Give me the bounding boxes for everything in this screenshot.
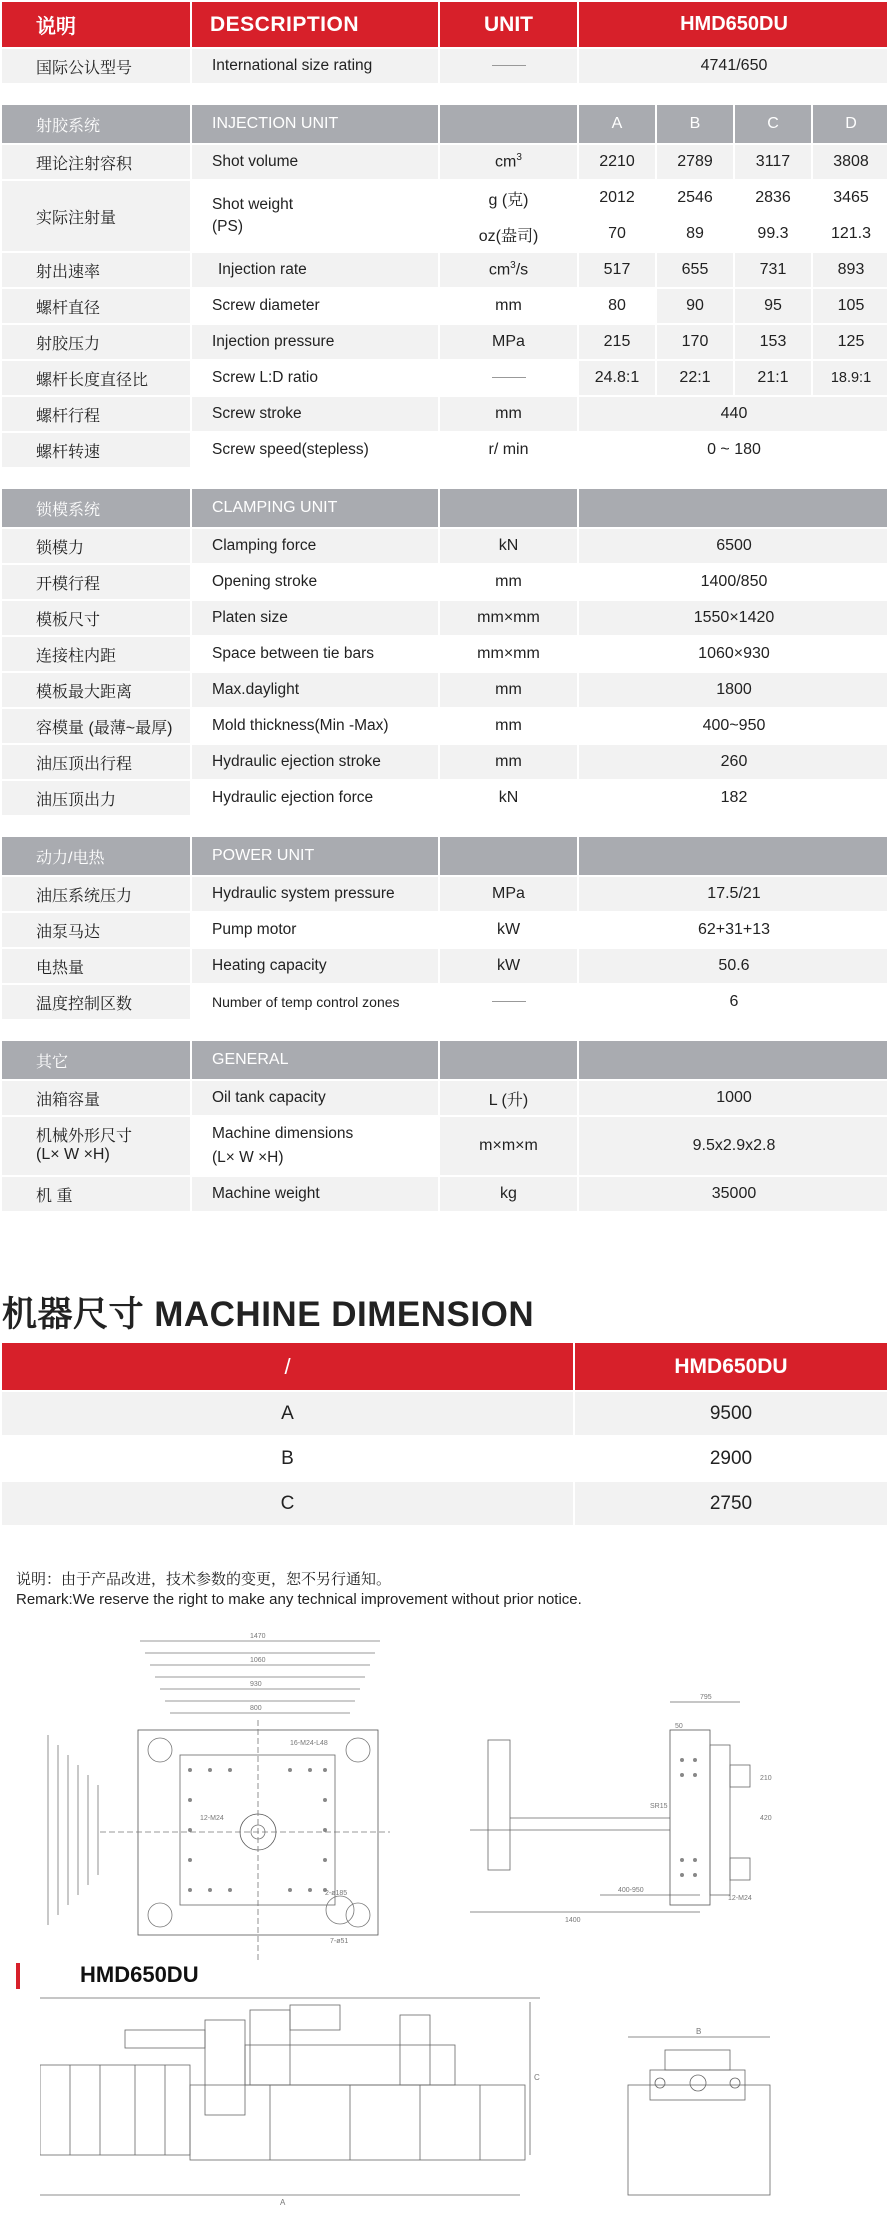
unit-base: cm [488,261,511,279]
end-frame [628,2085,770,2195]
dimension-value: 9500 [575,1392,887,1435]
side-drawing [470,1690,830,1925]
dimension-lines [48,1641,380,1925]
value-a: 215 [579,325,655,359]
label-1400: 1400 [565,1917,581,1924]
row-unit: mm×mm [440,601,577,635]
end-nozzle [690,2075,706,2091]
ejector-circle [326,1896,354,1924]
value-c: 3117 [735,145,811,179]
spec-row [2,781,887,815]
oil-tank-row [2,1081,887,1115]
row-en: Platen size [192,601,438,635]
row-en: Opening stroke [192,565,438,599]
value-c: 99.3 [735,217,811,251]
label-c: C [534,2073,540,2082]
spec-row [2,949,887,983]
row-value: 17.5/21 [579,877,887,911]
label-1470: 1470 [250,1633,266,1640]
row-cn [2,1117,190,1175]
size-rating-row [2,49,887,83]
section-cn: 射胶系统 [2,105,190,143]
spec-row [2,601,887,635]
label-930: 930 [250,1681,262,1688]
row-cn: 连接柱内距 [2,637,190,671]
shot-weight-g-row [2,181,887,215]
value-d: 3808 [813,145,887,179]
row-unit [440,49,577,83]
en-line2: (L× W ×H) [212,1149,284,1166]
tie-bar-hole [346,1738,370,1762]
row-value: 400~950 [579,709,887,743]
value-d: 893 [813,253,887,287]
spec-row [2,913,887,947]
row-cn: 理论注射容积 [2,145,190,179]
row-en [192,1117,438,1175]
clamp-base [190,2085,525,2160]
row-en: Injection rate [192,253,438,287]
row-unit: mm [440,289,577,323]
label-800: 800 [250,1705,262,1712]
row-value: 4741/650 [579,49,887,83]
spec-row [2,565,887,599]
row-value: 6500 [579,529,887,563]
dimension-header-row [2,1343,887,1390]
machine-side-drawing [40,1990,550,2210]
row-cn: 螺杆直径 [2,289,190,323]
en-line2: (PS) [212,218,243,235]
value-a: 517 [579,253,655,287]
row-cn: 实际注射量 [2,181,190,251]
moving-platen [250,2010,290,2085]
value-a: 70 [579,217,655,251]
machine-dimensions-row [2,1117,887,1175]
value-b: 655 [657,253,733,287]
row-cn: 模板最大距离 [2,673,190,707]
col-a: A [579,105,655,143]
dimension-value: 2900 [575,1437,887,1480]
row-cn: 油压系统压力 [2,877,190,911]
row-value: 1550×1420 [579,601,887,635]
label-210: 210 [760,1775,772,1782]
value-d: 3465 [813,181,887,215]
col-b: B [657,105,733,143]
label-ejector: 7-ø51 [330,1938,349,1945]
end-dim-labels [696,2027,701,2036]
dimension-header-left: / [2,1343,573,1390]
machine-end-drawing [620,2025,780,2205]
value-c: 95 [735,289,811,323]
section-cn: 其它 [2,1041,190,1079]
row-en: Shot volume [192,145,438,179]
value-c: 2836 [735,181,811,215]
row-unit: g (克) [440,181,577,215]
row-unit: oz(盎司) [440,217,577,251]
row-en: Space between tie bars [192,637,438,671]
header-description: DESCRIPTION [192,2,438,47]
spec-row [2,529,887,563]
value-c: 731 [735,253,811,287]
dimension-row-b [2,1437,887,1480]
row-value: 35000 [579,1177,887,1211]
row-cn: 螺杆行程 [2,397,190,431]
row-en: Number of temp control zones [192,985,438,1019]
label-bolt-pattern: 16-M24-L48 [290,1740,328,1747]
value-b: 2546 [657,181,733,215]
value-b: 90 [657,289,733,323]
value-b: 170 [657,325,733,359]
label-sr15: SR15 [650,1803,668,1810]
row-value: 9.5x2.9x2.8 [579,1117,887,1175]
row-unit: MPa [440,877,577,911]
unit-sup: 3 [516,152,522,164]
remark-en: Remark:We reserve the right to make any technical improvement without prior notice. [16,1591,582,1608]
side-block [730,1858,750,1880]
en-line1: Shot weight [212,196,293,213]
row-unit: m×m×m [440,1117,577,1175]
row-en: Screw diameter [192,289,438,323]
section-general [2,1041,887,1079]
unit-base: cm [495,153,517,171]
label-a: A [280,2198,286,2207]
row-unit: kN [440,529,577,563]
row-en: Hydraulic ejection force [192,781,438,815]
tie-bar-space [180,1755,335,1905]
machine-base [40,2065,190,2155]
row-en: Injection pressure [192,325,438,359]
row-unit [440,145,577,179]
row-unit: mm [440,673,577,707]
value-b: 22:1 [657,361,733,395]
model-accent-bar [16,1963,20,1989]
dimension-label: A [2,1392,573,1435]
row-unit: MPa [440,325,577,359]
row-en: Screw L:D ratio [192,361,438,395]
row-cn: 油泵马达 [2,913,190,947]
row-en: Machine weight [192,1177,438,1211]
row-unit: kW [440,913,577,947]
section-en: GENERAL [192,1041,438,1079]
section-en: CLAMPING UNIT [192,489,438,527]
dimension-row-c [2,1482,887,1525]
shot-volume-row [2,145,887,179]
row-cn: 油箱容量 [2,1081,190,1115]
value-d: 105 [813,289,887,323]
row-value: 1000 [579,1081,887,1115]
machine-dimension-table [0,1341,887,1527]
section-injection [2,105,887,143]
value-a: 24.8:1 [579,361,655,395]
spec-header-row [2,2,887,47]
row-cn: 锁模力 [2,529,190,563]
row-en: International size rating [192,49,438,83]
section-cn: 锁模系统 [2,489,190,527]
spec-row [2,985,887,1019]
model-title: HMD650DU [80,1962,199,1987]
value-a: 2210 [579,145,655,179]
label-420: 420 [760,1815,772,1822]
dimension-row-a [2,1392,887,1435]
row-cn: 油压顶出力 [2,781,190,815]
header-model: HMD650DU [579,2,887,47]
cn-line1: 机械外形尺寸 [36,1128,133,1145]
end-top [665,2050,730,2070]
value-b: 2789 [657,145,733,179]
row-cn: 螺杆转速 [2,433,190,467]
screw-stroke-row [2,397,887,431]
row-unit [440,985,577,1019]
row-en: Screw stroke [192,397,438,431]
tie-bar-hole [148,1738,172,1762]
cn-line2: (L× W ×H) [36,1146,110,1163]
col-c: C [735,105,811,143]
row-en: Screw speed(stepless) [192,433,438,467]
side-plate [710,1745,730,1895]
row-en: Heating capacity [192,949,438,983]
row-unit: kW [440,949,577,983]
label-400-950: 400-950 [618,1887,644,1894]
row-value: 0 ~ 180 [579,433,887,467]
section-cn: 动力/电热 [2,837,190,875]
section-power [2,837,887,875]
unit-tail: /s [515,261,529,279]
spec-row [2,673,887,707]
dimension-header-model: HMD650DU [575,1343,887,1390]
bolt-holes [188,1768,327,1892]
row-cn: 射出速率 [2,253,190,287]
row-unit: r/ min [440,433,577,467]
row-unit: mm [440,397,577,431]
row-value: 1800 [579,673,887,707]
label-b: B [696,2027,702,2036]
row-cn: 机 重 [2,1177,190,1211]
row-value: 62+31+13 [579,913,887,947]
value-a: 2012 [579,181,655,215]
unit-sup: 3 [510,260,516,272]
row-unit [440,253,577,287]
side-platen [670,1730,710,1905]
value-b: 89 [657,217,733,251]
side-bolt-holes [680,1758,697,1877]
screw-speed-row [2,433,887,467]
header-unit: UNIT [440,2,577,47]
row-en: Hydraulic ejection stroke [192,745,438,779]
fixed-platen [400,2015,430,2085]
row-cn: 油压顶出行程 [2,745,190,779]
row-en: Mold thickness(Min -Max) [192,709,438,743]
spec-row [2,745,887,779]
injection-barrel [125,2030,205,2048]
row-cn: 螺杆长度直径比 [2,361,190,395]
power-rows [2,877,887,1019]
section-en: POWER UNIT [192,837,438,875]
injection-rate-row [2,253,887,287]
platen-drawing [40,1625,400,1970]
value-d: 125 [813,325,887,359]
section-en: INJECTION UNIT [192,105,438,143]
injection-unit [205,2020,245,2115]
row-en: Clamping force [192,529,438,563]
row-cn: 容模量 (最薄~最厚) [2,709,190,743]
row-en: Oil tank capacity [192,1081,438,1115]
col-d: D [813,105,887,143]
spec-row [2,877,887,911]
row-unit: mm×mm [440,637,577,671]
machine-weight-row [2,1177,887,1211]
hopper [290,2005,340,2030]
dimension-label: B [2,1437,573,1480]
row-value: 1400/850 [579,565,887,599]
row-unit: kN [440,781,577,815]
label-hole: 2-ø185 [325,1890,348,1897]
row-cn: 电热量 [2,949,190,983]
label-1060: 1060 [250,1657,266,1664]
side-dimension-labels [565,1694,772,1924]
injection-pressure-row [2,325,887,359]
row-unit [440,361,577,395]
row-value: 6 [579,985,887,1019]
side-block [730,1765,750,1787]
header-cn: 说明 [2,2,190,47]
row-cn: 开模行程 [2,565,190,599]
row-value: 50.6 [579,949,887,983]
remark-note [16,1570,582,1610]
machine-dimension-title: 机器尺寸 MACHINE DIMENSION [2,1295,535,1334]
remark-cn: 说明：由于产品改进，技术参数的变更，恕不另行通知。 [16,1571,392,1588]
value-a: 80 [579,289,655,323]
row-unit: kg [440,1177,577,1211]
value-d: 121.3 [813,217,887,251]
screw-diameter-row [2,289,887,323]
row-value: 260 [579,745,887,779]
ld-ratio-row [2,361,887,395]
row-unit: mm [440,709,577,743]
spec-row [2,709,887,743]
row-cn: 国际公认型号 [2,49,190,83]
spec-row [2,637,887,671]
label-795: 795 [700,1694,712,1701]
row-cn: 模板尺寸 [2,601,190,635]
value-d: 18.9:1 [813,361,887,395]
row-en: Hydraulic system pressure [192,877,438,911]
clamping-rows [2,529,887,815]
side-column [488,1740,510,1870]
tie-bar-hole [148,1903,172,1927]
row-unit: mm [440,565,577,599]
row-unit: L (升) [440,1081,577,1115]
label-50: 50 [675,1723,683,1730]
row-cn: 温度控制区数 [2,985,190,1019]
value-c: 153 [735,325,811,359]
row-unit: mm [440,745,577,779]
row-cn: 射胶压力 [2,325,190,359]
value-c: 21:1 [735,361,811,395]
row-en [192,181,438,251]
tie-bars [245,2045,455,2085]
tie-bar-hole [346,1903,370,1927]
label-m24: 12-M24 [200,1815,224,1822]
dimension-label: C [2,1482,573,1525]
row-en: Max.daylight [192,673,438,707]
section-clamping [2,489,887,527]
row-value: 1060×930 [579,637,887,671]
row-en: Pump motor [192,913,438,947]
label-m24: 12-M24 [728,1895,752,1902]
en-line1: Machine dimensions [212,1125,354,1142]
machine-dim-labels [280,2073,540,2207]
row-value: 440 [579,397,887,431]
dimension-value: 2750 [575,1482,887,1525]
row-value: 182 [579,781,887,815]
platen-dimension-labels [200,1633,348,1945]
